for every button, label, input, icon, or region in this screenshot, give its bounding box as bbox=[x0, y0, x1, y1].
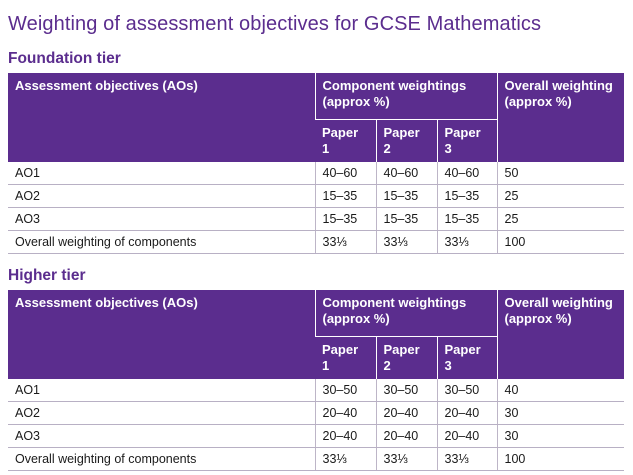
ao-column-header: Assessment objectives (AOs) bbox=[8, 73, 315, 162]
table-row bbox=[8, 208, 624, 231]
table-row bbox=[8, 231, 624, 254]
overall-value: 100 bbox=[497, 448, 624, 471]
overall-value: 25 bbox=[497, 208, 624, 231]
paper-3-value: 33⅓ bbox=[437, 231, 497, 254]
overall-weighting-header: Overall weighting (approx %) bbox=[497, 290, 624, 379]
overall-value: 25 bbox=[497, 185, 624, 208]
paper-3-header: Paper 3 bbox=[437, 337, 497, 380]
paper-3-value: 33⅓ bbox=[437, 448, 497, 471]
ao-label: AO3 bbox=[8, 425, 315, 448]
paper-1-value: 30–50 bbox=[315, 379, 376, 402]
paper-1-value: 33⅓ bbox=[315, 231, 376, 254]
paper-2-value: 40–60 bbox=[376, 162, 437, 185]
ao-label: AO1 bbox=[8, 379, 315, 402]
paper-3-value: 15–35 bbox=[437, 185, 497, 208]
paper-1-value: 15–35 bbox=[315, 185, 376, 208]
paper-2-header: Paper 2 bbox=[376, 337, 437, 380]
paper-1-value: 33⅓ bbox=[315, 448, 376, 471]
table-row bbox=[8, 162, 624, 185]
table-row bbox=[8, 402, 624, 425]
higher-tier-heading: Higher tier bbox=[8, 267, 86, 284]
table-row bbox=[8, 185, 624, 208]
paper-2-value: 15–35 bbox=[376, 185, 437, 208]
paper-1-header: Paper 1 bbox=[315, 120, 376, 163]
paper-2-value: 30–50 bbox=[376, 379, 437, 402]
paper-3-value: 20–40 bbox=[437, 425, 497, 448]
paper-2-value: 20–40 bbox=[376, 425, 437, 448]
paper-3-value: 40–60 bbox=[437, 162, 497, 185]
paper-3-header: Paper 3 bbox=[437, 120, 497, 163]
paper-2-value: 33⅓ bbox=[376, 448, 437, 471]
paper-1-header: Paper 1 bbox=[315, 337, 376, 380]
table-row bbox=[8, 448, 624, 471]
ao-label: Overall weighting of components bbox=[8, 231, 315, 254]
overall-value: 30 bbox=[497, 425, 624, 448]
overall-weighting-header: Overall weighting (approx %) bbox=[497, 73, 624, 162]
paper-1-value: 20–40 bbox=[315, 402, 376, 425]
foundation-tier-heading: Foundation tier bbox=[8, 50, 121, 67]
ao-label: AO2 bbox=[8, 185, 315, 208]
paper-2-value: 33⅓ bbox=[376, 231, 437, 254]
ao-label: AO2 bbox=[8, 402, 315, 425]
ao-label: AO3 bbox=[8, 208, 315, 231]
overall-value: 50 bbox=[497, 162, 624, 185]
overall-value: 40 bbox=[497, 379, 624, 402]
paper-2-value: 20–40 bbox=[376, 402, 437, 425]
ao-label: Overall weighting of components bbox=[8, 448, 315, 471]
overall-value: 30 bbox=[497, 402, 624, 425]
paper-1-value: 15–35 bbox=[315, 208, 376, 231]
paper-2-header: Paper 2 bbox=[376, 120, 437, 163]
table-row bbox=[8, 379, 624, 402]
component-weightings-header: Component weightings (approx %) bbox=[315, 290, 497, 337]
ao-column-header: Assessment objectives (AOs) bbox=[8, 290, 315, 379]
component-weightings-header: Component weightings (approx %) bbox=[315, 73, 497, 120]
overall-value: 100 bbox=[497, 231, 624, 254]
paper-3-value: 20–40 bbox=[437, 402, 497, 425]
paper-1-value: 20–40 bbox=[315, 425, 376, 448]
paper-1-value: 40–60 bbox=[315, 162, 376, 185]
foundation-weighting-table bbox=[8, 73, 624, 254]
paper-3-value: 15–35 bbox=[437, 208, 497, 231]
paper-3-value: 30–50 bbox=[437, 379, 497, 402]
page-title: Weighting of assessment objectives for GCSE Mathematics bbox=[8, 13, 542, 35]
table-row bbox=[8, 425, 624, 448]
ao-label: AO1 bbox=[8, 162, 315, 185]
paper-2-value: 15–35 bbox=[376, 208, 437, 231]
higher-weighting-table bbox=[8, 290, 624, 471]
